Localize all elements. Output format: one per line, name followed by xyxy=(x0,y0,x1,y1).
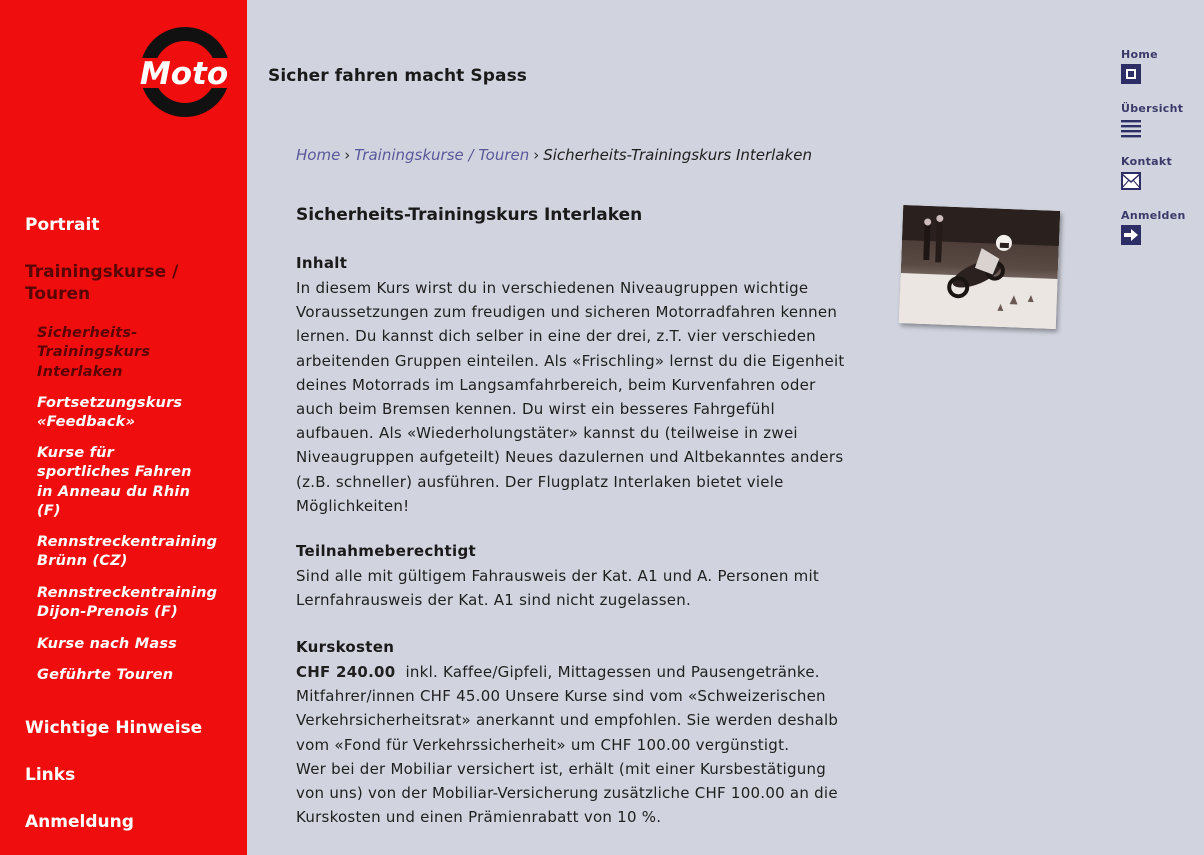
sidebar-subitem-label: Rennstreckentraining xyxy=(37,585,218,601)
sidebar-item-wichtige-hinweise[interactable]: Wichtige Hinweise xyxy=(25,718,203,738)
section-heading-teilnahmeberechtigt: Teilnahmeberechtigt xyxy=(296,542,476,560)
sidebar-subitem-label: Interlaken xyxy=(37,363,123,380)
sidebar-subitem-label: «Feedback» xyxy=(37,414,136,431)
section-heading-inhalt: Inhalt xyxy=(296,254,348,272)
page-title: Sicherheits-Trainingskurs Interlaken xyxy=(296,205,643,225)
section-heading-kurskosten: Kurskosten xyxy=(296,638,395,656)
body-line: Möglichkeiten! xyxy=(296,496,410,515)
body-line: Sind alle mit gültigem Fahrausweis der Kat. A1 und A. Personen mit xyxy=(296,567,820,585)
breadcrumb xyxy=(296,146,812,164)
breadcrumb-separator: › xyxy=(533,146,540,164)
section-body-kurskosten xyxy=(296,660,881,829)
body-line: Verkehrsicherheitsrat» anerkannt und empfohlen. Sie werden deshalb xyxy=(296,711,839,730)
body-line: Voraussetzungen zum freudigen und sicheren Motorradfahren kennen xyxy=(296,303,838,322)
body-line: auch beim Bremsen kennen. Du wirst ein besseres Fahrgefühl xyxy=(296,400,775,419)
sidebar-subitem-label: (F) xyxy=(37,503,61,520)
section-body-inhalt xyxy=(296,276,881,518)
body-line: In diesem Kurs wirst du in verschiedenen Niveaugruppen wichtige xyxy=(296,279,809,297)
price-line xyxy=(296,660,881,684)
sidebar-subitem-fortsetzungskurs[interactable] xyxy=(37,394,242,433)
breadcrumb-current: Sicherheits-Trainingskurs Interlaken xyxy=(543,146,812,164)
body-line: vom «Fond für Verkehrssicherheit» um CHF 100.00 vergünstigt. xyxy=(296,735,790,754)
sidebar-subitem-label: Sicherheits- xyxy=(37,325,138,341)
util-nav-label: Übersicht xyxy=(1121,102,1184,115)
body-line: Wer bei der Mobiliar versichert ist, erhält (mit einer Kursbestätigung xyxy=(296,759,827,778)
tagline: Sicher fahren macht Spass xyxy=(268,66,528,86)
body-line: arbeitenden Gruppen einteilen. Als «Frischling» lernst du die Eigenheit xyxy=(296,351,845,370)
body-line: Niveaugruppen aufgeteilt) Neues dazulernen und Altbekanntes anders xyxy=(296,448,844,467)
util-nav-label: Kontakt xyxy=(1121,155,1173,168)
envelope-icon[interactable] xyxy=(1121,171,1141,191)
body-line: Kurskosten und einen Prämienrabatt von 10 %. xyxy=(296,808,662,827)
body-line: Lernfahrausweis der Kat. A1 sind nicht zugelassen. xyxy=(296,591,692,610)
util-nav-uebersicht[interactable] xyxy=(1121,102,1191,138)
util-nav-label: Anmelden xyxy=(1121,209,1186,222)
sidebar-item-trainingskurse[interactable] xyxy=(25,261,178,305)
body-line: lernen. Du kannst dich selber in eine der drei, z.T. vier verschieden xyxy=(296,327,816,346)
sidebar-subitem-label: Dijon-Prenois (F) xyxy=(37,604,178,621)
sidebar-subitem-label: Rennstreckentraining xyxy=(37,534,218,550)
sidebar xyxy=(0,0,247,855)
home-square-icon[interactable] xyxy=(1121,64,1141,84)
util-nav-home[interactable] xyxy=(1121,48,1191,84)
moto-logo[interactable] xyxy=(128,24,240,120)
list-lines-icon[interactable] xyxy=(1121,118,1141,138)
arrow-right-icon[interactable] xyxy=(1121,225,1141,245)
sidebar-item-links[interactable]: Links xyxy=(25,765,76,785)
sidebar-subitem-gefuehrte-touren[interactable] xyxy=(37,666,242,685)
sidebar-item-label: Trainingskurse / xyxy=(25,262,179,282)
sidebar-subitem-label: Kurse nach Mass xyxy=(37,636,177,652)
sidebar-item-portrait[interactable]: Portrait xyxy=(25,215,100,235)
price-description: inkl. Kaffee/Gipfeli, Mittagessen und Pausengetränke. xyxy=(405,663,820,681)
sidebar-subitem-label: Geführte Touren xyxy=(37,667,174,683)
body-line: Mitfahrer/innen CHF 45.00 Unsere Kurse sind vom «Schweizerischen xyxy=(296,687,826,706)
sidebar-subitem-label: Fortsetzungskurs xyxy=(37,395,183,411)
sidebar-subitem-sportliches-fahren[interactable] xyxy=(37,444,242,522)
sidebar-subitem-label: sportliches Fahren xyxy=(37,464,192,481)
course-price: CHF 240.00 xyxy=(296,663,396,681)
motorcycle-training-photo xyxy=(899,205,1060,329)
body-line: deines Motorrads im Langsamfahrbereich, beim Kurvenfahren oder xyxy=(296,375,816,394)
util-nav-kontakt[interactable] xyxy=(1121,155,1191,191)
sidebar-subitem-label: Trainingskurs xyxy=(37,344,151,361)
util-nav-label: Home xyxy=(1121,48,1158,61)
breadcrumb-home-link[interactable]: Home xyxy=(296,146,341,164)
sidebar-subitem-dijon[interactable] xyxy=(37,584,242,623)
section-body-teilnahmeberechtigt xyxy=(296,564,881,612)
sidebar-item-anmeldung[interactable]: Anmeldung xyxy=(25,812,134,832)
breadcrumb-parent-link[interactable]: Trainingskurse / Touren xyxy=(354,146,530,164)
body-line: (z.B. schneller) ausführen. Der Flugplatz Interlaken bietet viele xyxy=(296,472,784,491)
sidebar-subitem-label: Kurse für xyxy=(37,445,115,461)
sidebar-subitem-kurse-nach-mass[interactable] xyxy=(37,635,242,654)
body-line: aufbauen. Als «Wiederholungstäter» kannst du (teilweise in zwei xyxy=(296,424,798,443)
sidebar-subitem-brunn[interactable] xyxy=(37,533,242,572)
svg-text:Moto: Moto xyxy=(139,56,229,92)
sidebar-subitem-sicherheits-trainingskurs[interactable] xyxy=(37,324,242,382)
sidebar-subitem-label: Brünn (CZ) xyxy=(37,553,128,570)
sidebar-item-label: Touren xyxy=(25,284,91,304)
sidebar-subitem-label: in Anneau du Rhin xyxy=(37,483,191,500)
util-nav-anmelden[interactable] xyxy=(1121,209,1191,245)
breadcrumb-separator: › xyxy=(344,146,351,164)
body-line: von uns) von der Mobiliar-Versicherung zusätzliche CHF 100.00 an die xyxy=(296,784,838,803)
